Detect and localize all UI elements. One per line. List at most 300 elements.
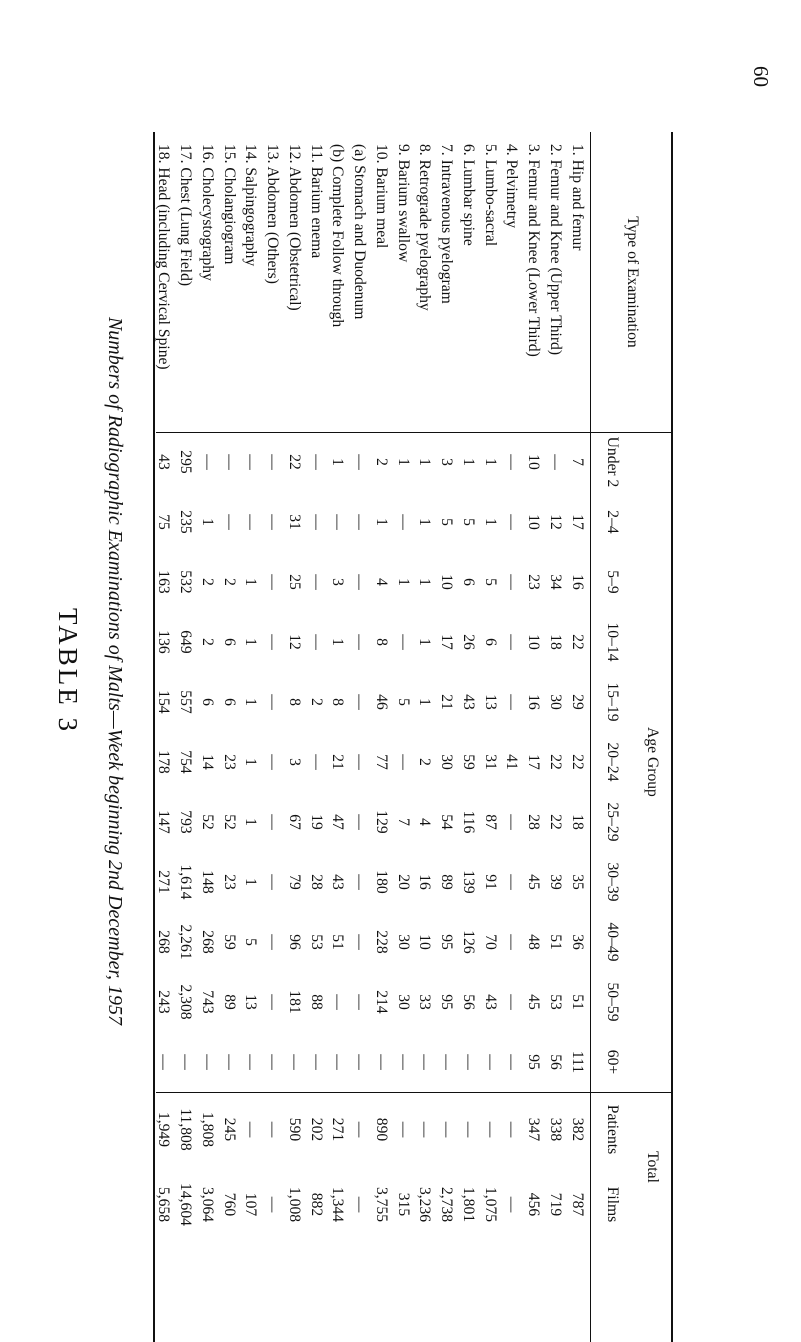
table-cell: 17 — [525, 754, 543, 770]
table-cell: 35 — [568, 874, 586, 890]
total-films-cell: — — [351, 1196, 369, 1213]
table-cell: — — [329, 1054, 347, 1070]
table-cell: 16 — [525, 694, 543, 710]
table-cell: 53 — [307, 934, 325, 950]
table-cell: 41 — [503, 754, 521, 770]
table-cell: 6 — [481, 638, 499, 646]
table-cell: 2 — [307, 698, 325, 706]
table-cell: 30 — [438, 754, 456, 770]
table-cell: — — [351, 634, 369, 650]
table-cell: 13 — [481, 694, 499, 710]
table-cell: — — [503, 694, 521, 710]
total-patients-cell: — — [351, 1121, 369, 1138]
age-group-6: 25–29 — [604, 802, 621, 842]
table-cell: 1 — [416, 578, 434, 586]
age-group-9: 50–59 — [604, 982, 621, 1022]
table-cell: 17 — [438, 634, 456, 650]
table-cell: 3 — [438, 458, 456, 466]
total-patients-cell: — — [416, 1121, 434, 1138]
table-cell: 4 — [416, 818, 434, 826]
table-cell: 31 — [285, 514, 303, 530]
total-patients-cell: 382 — [568, 1117, 586, 1142]
table-cell: — — [351, 754, 369, 770]
total-films-cell: 1,801 — [459, 1186, 477, 1223]
table-cell: 12 — [546, 514, 564, 530]
total-patients-cell: — — [438, 1121, 456, 1138]
table-cell: 79 — [285, 874, 303, 890]
table-cell: 51 — [329, 934, 347, 950]
total-heading: Total — [644, 1151, 661, 1183]
table-cell: — — [351, 454, 369, 470]
age-group-2: 5–9 — [604, 570, 621, 594]
table-cell: 8 — [329, 698, 347, 706]
table-cell: 18 — [546, 634, 564, 650]
table-cell: — — [351, 874, 369, 890]
table-cell: 6 — [220, 698, 238, 706]
table-cell: — — [351, 994, 369, 1010]
table-cell: 1 — [242, 758, 260, 766]
table-cell: 243 — [155, 990, 173, 1014]
table-cell: 181 — [285, 990, 303, 1014]
table-cell: 16 — [416, 874, 434, 890]
table-cell: 70 — [481, 934, 499, 950]
total-patients-cell: 338 — [546, 1117, 564, 1142]
table-cell: — — [264, 634, 282, 650]
total-patients-cell: — — [503, 1121, 521, 1138]
table-cell: 2,261 — [177, 924, 195, 960]
age-group-3: 10–14 — [604, 622, 621, 662]
table-cell: 743 — [198, 990, 216, 1014]
table-cell: 43 — [329, 874, 347, 890]
age-group-4: 15–19 — [604, 682, 621, 722]
table-cell: 3 — [329, 578, 347, 586]
table-cell: — — [351, 1054, 369, 1070]
total-patients-cell: 1,949 — [155, 1111, 173, 1148]
table-cell: 56 — [546, 1054, 564, 1070]
total-films-cell: 5,658 — [155, 1186, 173, 1223]
table-cell: 5 — [459, 518, 477, 526]
table-cell: 3 — [285, 758, 303, 766]
row-label: 1. Hip and femur — [568, 144, 586, 251]
table-cell: — — [503, 634, 521, 650]
table-cell: 268 — [155, 930, 173, 954]
table-cell: — — [264, 874, 282, 890]
total-films-cell: 787 — [568, 1192, 586, 1217]
table-cell: 1 — [372, 518, 390, 526]
table-cell: 10 — [525, 454, 543, 470]
total-patients-cell: 890 — [372, 1117, 390, 1142]
table-cell: — — [220, 1054, 238, 1070]
row-label: (a) Stomach and Duodenum — [351, 144, 369, 320]
row-label: 6. Lumbar spine — [459, 144, 477, 246]
table-cell: — — [264, 934, 282, 950]
total-patients-cell: 347 — [525, 1117, 543, 1142]
table-cell: — — [351, 514, 369, 530]
table-cell: — — [285, 1054, 303, 1070]
table-cell: 163 — [155, 570, 173, 594]
table-cell: 29 — [568, 694, 586, 710]
table-cell: 139 — [459, 870, 477, 894]
stub-heading: Type of Examination — [624, 216, 641, 348]
table-cell: 43 — [155, 454, 173, 470]
table-cell: — — [481, 1054, 499, 1070]
header-rule — [590, 132, 591, 1342]
table-cell: 154 — [155, 690, 173, 714]
table-cell: — — [242, 1054, 260, 1070]
table-cell: 1 — [459, 458, 477, 466]
table-cell: — — [394, 514, 412, 530]
table-cell: 1 — [198, 518, 216, 526]
table-cell: 52 — [220, 814, 238, 830]
table-cell: — — [351, 934, 369, 950]
table-cell: 88 — [307, 994, 325, 1010]
total-patients-cell: 271 — [329, 1117, 347, 1142]
total-patients-cell: — — [394, 1121, 412, 1138]
table-cell: 5 — [481, 578, 499, 586]
table-cell: — — [264, 994, 282, 1010]
table-cell: — — [198, 454, 216, 470]
total-patients-cell: — — [242, 1121, 260, 1138]
table-cell: 148 — [198, 870, 216, 894]
table-label: TABLE 3 — [53, 607, 83, 735]
total-films-cell: 3,064 — [198, 1186, 216, 1223]
table-cell: — — [307, 574, 325, 590]
table-cell: 26 — [459, 634, 477, 650]
row-label: 18. Head (including Cervical Spine) — [155, 144, 173, 370]
table-cell: — — [503, 454, 521, 470]
table-cell: — — [264, 454, 282, 470]
table-cell: 95 — [438, 994, 456, 1010]
table-cell: 5 — [242, 938, 260, 946]
table-cell: — — [372, 1054, 390, 1070]
table-cell: — — [351, 574, 369, 590]
age-group-10: 60+ — [604, 1049, 621, 1075]
table-cell: — — [394, 754, 412, 770]
table-cell: 180 — [372, 870, 390, 894]
table-caption: Numbers of Radiographic Examinations of Malts—Week beginning 2nd December, 1957 — [104, 316, 126, 1026]
table-cell: 95 — [525, 1054, 543, 1070]
table-cell: 126 — [459, 930, 477, 954]
table-cell: 12 — [285, 634, 303, 650]
table-cell: 2 — [416, 758, 434, 766]
table-cell: 5 — [438, 518, 456, 526]
table-cell: — — [177, 1054, 195, 1070]
table-cell: 178 — [155, 750, 173, 774]
table-cell: 129 — [372, 810, 390, 834]
row-label: 9. Barium swallow — [394, 144, 412, 263]
total-films-cell: — — [264, 1196, 282, 1213]
table-cell: 1 — [394, 458, 412, 466]
table-cell: 43 — [481, 994, 499, 1010]
table-cell: 1 — [416, 458, 434, 466]
table-cell: — — [503, 934, 521, 950]
table-cell: 1 — [242, 698, 260, 706]
table-cell: — — [394, 1054, 412, 1070]
table-cell: 30 — [546, 694, 564, 710]
table-cell: 30 — [394, 934, 412, 950]
total-films-cell: 2,738 — [438, 1186, 456, 1223]
table-cell: 1 — [394, 578, 412, 586]
table-cell: — — [351, 694, 369, 710]
table-cell: — — [220, 514, 238, 530]
table-cell: 23 — [525, 574, 543, 590]
table-cell: 89 — [438, 874, 456, 890]
table-cell: — — [351, 814, 369, 830]
table-cell: — — [329, 514, 347, 530]
table-cell: 47 — [329, 814, 347, 830]
table-cell: — — [198, 1054, 216, 1070]
table-cell: 36 — [568, 934, 586, 950]
table-cell: 59 — [220, 934, 238, 950]
table-cell: 25 — [285, 574, 303, 590]
table-cell: — — [503, 994, 521, 1010]
table-cell: — — [416, 1054, 434, 1070]
table-cell: 46 — [372, 694, 390, 710]
table-cell: 21 — [329, 754, 347, 770]
row-label: 2. Femur and Knee (Upper Third) — [546, 144, 564, 356]
table-cell: 87 — [481, 814, 499, 830]
table-cell: — — [264, 574, 282, 590]
table-cell: 1 — [481, 518, 499, 526]
page-number: 60 — [749, 66, 773, 87]
table-cell: 1 — [242, 878, 260, 886]
table-cell: 7 — [394, 818, 412, 826]
table-cell: 7 — [568, 458, 586, 466]
table-cell: 23 — [220, 874, 238, 890]
table-cell: — — [242, 514, 260, 530]
total-films-cell: 107 — [242, 1192, 260, 1217]
table-cell: — — [503, 1054, 521, 1070]
table-cell: — — [155, 1054, 173, 1070]
total-patients-cell: 245 — [220, 1117, 238, 1142]
table-cell: 22 — [285, 454, 303, 470]
age-group-5: 20–24 — [604, 742, 621, 782]
table-cell: 2,308 — [177, 984, 195, 1020]
table-cell: 18 — [568, 814, 586, 830]
age-group-0: Under 2 — [604, 436, 621, 488]
table-cell: 23 — [220, 754, 238, 770]
total-patients-cell: 11,808 — [177, 1108, 195, 1151]
table-cell: — — [307, 634, 325, 650]
total-films-cell: 315 — [394, 1192, 412, 1217]
total-films-cell: 1,008 — [285, 1186, 303, 1223]
table-cell: 557 — [177, 690, 195, 714]
table-cell: — — [503, 574, 521, 590]
statistics-table — [156, 132, 671, 1342]
table-cell: 52 — [198, 814, 216, 830]
total-patients-cell: — — [481, 1121, 499, 1138]
table-cell: — — [220, 454, 238, 470]
table-cell: 271 — [155, 870, 173, 894]
table-cell: 67 — [285, 814, 303, 830]
total-films-cell: 719 — [546, 1192, 564, 1217]
table-cell: 22 — [546, 814, 564, 830]
table-cell: — — [307, 454, 325, 470]
table-cell: 1 — [242, 578, 260, 586]
table-cell: 10 — [438, 574, 456, 590]
table-cell: 77 — [372, 754, 390, 770]
table-cell: 95 — [438, 934, 456, 950]
table-cell: 75 — [155, 514, 173, 530]
table-cell: 96 — [285, 934, 303, 950]
table-cell: 1 — [329, 458, 347, 466]
table-cell: 1 — [329, 638, 347, 646]
table-cell: 43 — [459, 694, 477, 710]
table-cell: — — [264, 514, 282, 530]
table-cell: 54 — [438, 814, 456, 830]
table-cell: 10 — [416, 934, 434, 950]
row-label: 12. Abdomen (Obstetrical) — [285, 144, 303, 311]
row-label: 11. Barium enema — [307, 144, 325, 259]
table-cell: — — [438, 1054, 456, 1070]
table-cell: 28 — [307, 874, 325, 890]
table-cell: 116 — [459, 810, 477, 834]
table-cell: 8 — [285, 698, 303, 706]
table-cell: 14 — [198, 754, 216, 770]
table-cell: 2 — [198, 578, 216, 586]
row-label: 14. Salpingography — [242, 144, 260, 267]
table-bottom-rule — [671, 132, 673, 1342]
table-cell: 1 — [242, 818, 260, 826]
total-films-cell: 3,755 — [372, 1186, 390, 1223]
table-cell: — — [503, 514, 521, 530]
table-cell: 136 — [155, 630, 173, 654]
table-cell: 34 — [546, 574, 564, 590]
table-cell: — — [329, 994, 347, 1010]
table-cell: 53 — [546, 994, 564, 1010]
table-cell: 45 — [525, 874, 543, 890]
table-cell: 22 — [546, 754, 564, 770]
table-cell: 16 — [568, 574, 586, 590]
total-films-cell: 1,344 — [329, 1186, 347, 1223]
table-cell: 2 — [198, 638, 216, 646]
table-cell: 1 — [416, 698, 434, 706]
table-cell: 6 — [198, 698, 216, 706]
table-cell: 6 — [220, 638, 238, 646]
age-group-7: 30–39 — [604, 862, 621, 902]
row-label: 10. Barium meal — [372, 144, 390, 249]
table-cell: 17 — [568, 514, 586, 530]
total-patients-cell: — — [459, 1121, 477, 1138]
table-cell: 228 — [372, 930, 390, 954]
row-label: 3. Femur and Knee (Lower Third) — [525, 144, 543, 357]
table-cell: 649 — [177, 630, 195, 654]
table-cell: 532 — [177, 570, 195, 594]
row-label: 13. Abdomen (Others) — [264, 144, 282, 284]
total-patients-heading: Patients — [604, 1104, 621, 1155]
table-cell: 59 — [459, 754, 477, 770]
table-cell: 22 — [568, 754, 586, 770]
table-cell: 20 — [394, 874, 412, 890]
table-cell: — — [307, 754, 325, 770]
table-cell: 13 — [242, 994, 260, 1010]
table-cell: — — [503, 874, 521, 890]
table-cell: 8 — [372, 638, 390, 646]
row-label: 17. Chest (Lung Field) — [177, 144, 195, 287]
table-cell: 754 — [177, 750, 195, 774]
table-cell: 91 — [481, 874, 499, 890]
table-cell: 6 — [459, 578, 477, 586]
total-patients-cell: 590 — [285, 1117, 303, 1142]
total-films-cell: 456 — [525, 1192, 543, 1217]
table-cell: 793 — [177, 810, 195, 834]
table-cell: — — [242, 454, 260, 470]
table-cell: 48 — [525, 934, 543, 950]
table-cell: 1 — [242, 638, 260, 646]
table-cell: — — [503, 814, 521, 830]
total-films-cell: 882 — [307, 1192, 325, 1217]
total-films-heading: Films — [604, 1186, 621, 1223]
table-cell: 19 — [307, 814, 325, 830]
table-cell: 45 — [525, 994, 543, 1010]
table-cell: — — [546, 454, 564, 470]
age-group-8: 40–49 — [604, 922, 621, 962]
table-cell: 56 — [459, 994, 477, 1010]
total-films-cell: 1,075 — [481, 1186, 499, 1223]
total-films-cell: 14,604 — [177, 1183, 195, 1226]
age-group-1: 2–4 — [604, 510, 621, 534]
row-label: 16. Cholecystography — [198, 144, 216, 281]
table-cell: 33 — [416, 994, 434, 1010]
table-cell: — — [307, 514, 325, 530]
table-cell: 39 — [546, 874, 564, 890]
total-films-cell: — — [503, 1196, 521, 1213]
table-cell: 10 — [525, 634, 543, 650]
table-cell: 1 — [481, 458, 499, 466]
table-cell: — — [394, 634, 412, 650]
table-cell: — — [459, 1054, 477, 1070]
table-cell: 21 — [438, 694, 456, 710]
table-cell: 51 — [568, 994, 586, 1010]
table-cell: 1,614 — [177, 864, 195, 900]
table-cell: 28 — [525, 814, 543, 830]
table-cell: 89 — [220, 994, 238, 1010]
row-label: 5. Lumbo-sacral — [481, 144, 499, 247]
table-cell: — — [264, 694, 282, 710]
table-cell: 235 — [177, 510, 195, 534]
table-cell: 111 — [568, 1050, 586, 1074]
table-cell: 5 — [394, 698, 412, 706]
table-cell: 2 — [372, 458, 390, 466]
table-cell: 295 — [177, 450, 195, 474]
age-group-heading: Age Group — [644, 727, 661, 797]
table-cell: 1 — [416, 638, 434, 646]
row-label: 15. Cholangiogram — [220, 144, 238, 265]
row-label: 7. Intravenous pyelogram — [438, 144, 456, 304]
row-label: (b) Complete Follow through — [329, 144, 347, 328]
table-cell: — — [307, 1054, 325, 1070]
table-cell: — — [264, 814, 282, 830]
table-cell: — — [264, 754, 282, 770]
table-cell: 30 — [394, 994, 412, 1010]
table-cell: 51 — [546, 934, 564, 950]
row-label: 4. Pelvimetry — [503, 144, 521, 229]
total-films-cell: 3,236 — [416, 1186, 434, 1223]
total-patients-cell: — — [264, 1121, 282, 1138]
table-cell: 147 — [155, 810, 173, 834]
total-patients-cell: 1,808 — [198, 1111, 216, 1148]
table-cell: 268 — [198, 930, 216, 954]
table-cell: 1 — [416, 518, 434, 526]
table-cell: 4 — [372, 578, 390, 586]
total-films-cell: 760 — [220, 1192, 238, 1217]
table-cell: 214 — [372, 990, 390, 1014]
row-label: 8. Retrograde pyelography — [416, 144, 434, 311]
table-cell: 2 — [220, 578, 238, 586]
table-cell: 22 — [568, 634, 586, 650]
table-cell: — — [264, 1054, 282, 1070]
table-cell: 10 — [525, 514, 543, 530]
